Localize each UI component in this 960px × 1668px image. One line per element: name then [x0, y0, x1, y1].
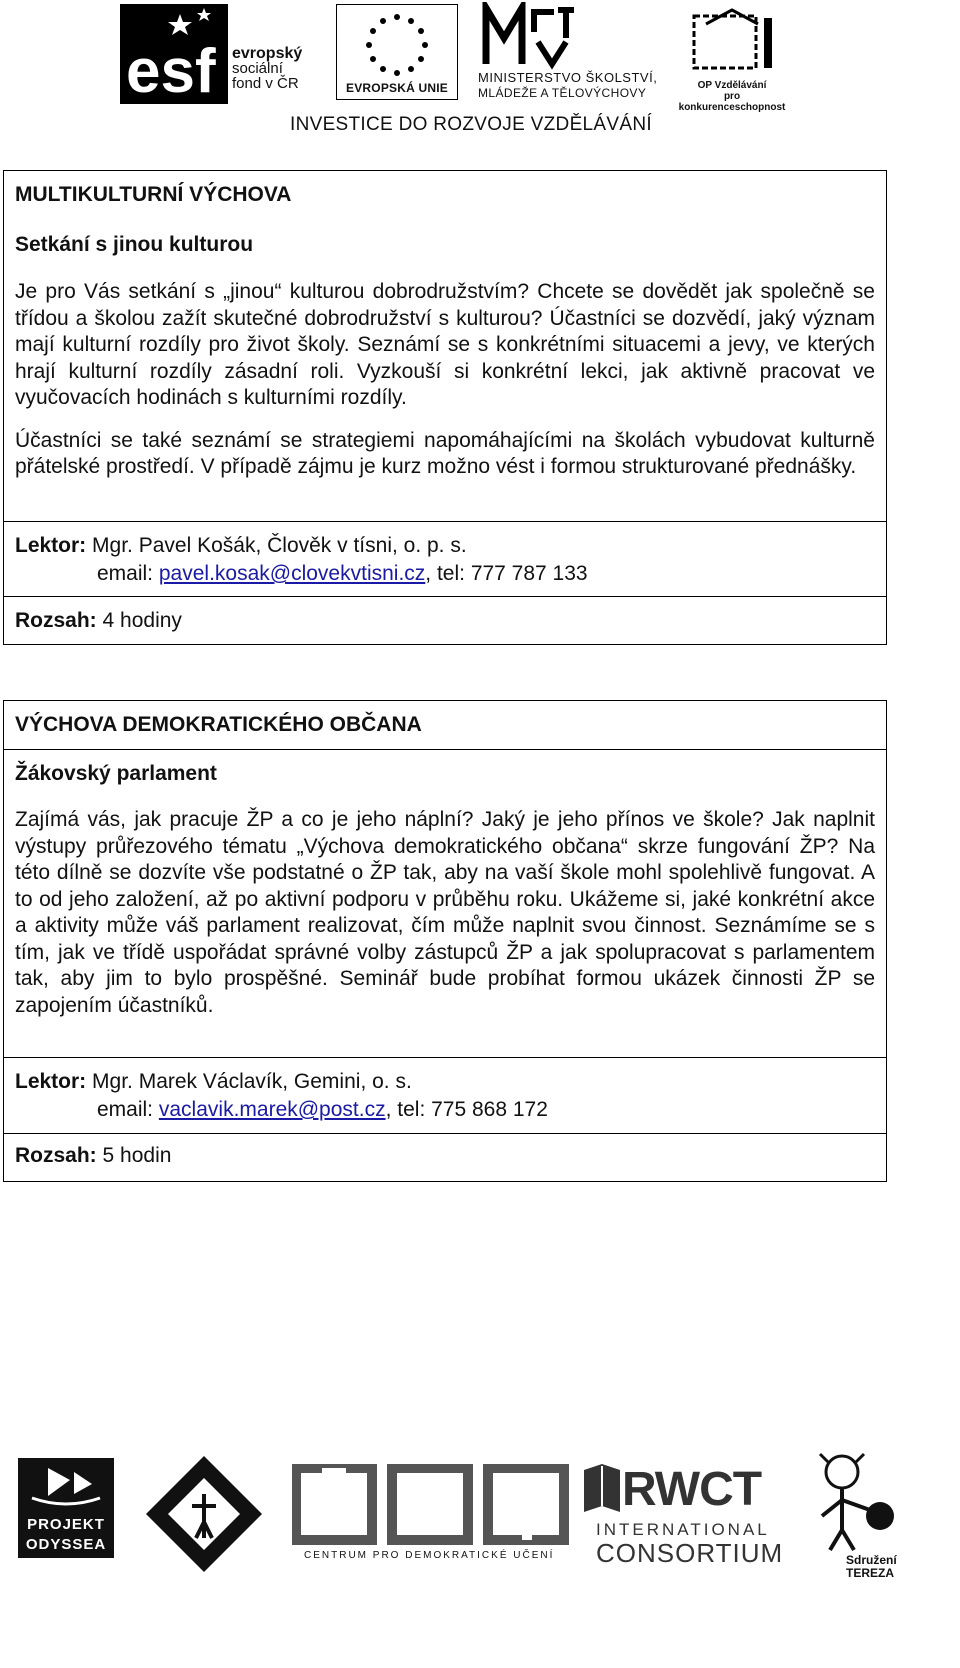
header-logos — [0, 0, 960, 150]
rwct-book-icon — [580, 1462, 624, 1518]
tereza-figure-icon — [800, 1450, 910, 1554]
op-line-1: OP Vzdělávání — [697, 80, 767, 91]
range-info — [4, 1142, 886, 1170]
clovek-v-tisni-logo — [144, 1454, 264, 1574]
esf-line-3: fond v ČR — [232, 75, 299, 92]
rwct-line-2: INTERNATIONAL — [596, 1520, 770, 1539]
range-info — [4, 607, 886, 635]
phone-number: , tel: 777 787 133 — [425, 562, 588, 585]
course-box-demokraticky-obcan — [3, 700, 887, 1182]
cdu-logo — [292, 1464, 570, 1564]
rwct-line-3: CONSORTIUM — [596, 1538, 784, 1568]
msmt-line-2: MLÁDEŽE A TĚLOVÝCHOVY — [478, 86, 647, 100]
tereza-line-1: Sdružení — [846, 1553, 897, 1567]
lector-label: Lektor: — [15, 534, 87, 557]
course-title: VÝCHOVA DEMOKRATICKÉHO OBČANA — [15, 713, 422, 736]
investice-slogan: INVESTICE DO ROZVOJE VZDĚLÁVÁNÍ — [290, 114, 652, 135]
esf-line-1: evropský — [232, 45, 303, 62]
lector-label: Lektor: — [15, 1070, 87, 1093]
range-value: 4 hodiny — [102, 609, 182, 632]
course-subtitle: Setkání s jinou kulturou — [15, 233, 254, 256]
course-subtitle: Žákovský parlament — [15, 762, 217, 785]
range-label: Rozsah: — [15, 609, 97, 632]
cdu-mark-icon — [292, 1464, 570, 1546]
esf-line-2: sociální — [232, 60, 283, 77]
op-line-2: pro konkurenceschopnost — [678, 91, 786, 113]
lector-info — [4, 1068, 886, 1124]
divider — [4, 749, 886, 750]
email-link[interactable]: vaclavik.marek@post.cz — [158, 1098, 386, 1121]
esf-text — [232, 46, 302, 91]
tereza-logo — [800, 1450, 910, 1590]
tereza-caption — [846, 1554, 897, 1580]
msmt-line-1: MINISTERSTVO ŠKOLSTVÍ, — [478, 70, 658, 85]
email-label: email: — [97, 1098, 154, 1121]
lector-name: Mgr. Marek Václavík, Gemini, o. s. — [92, 1070, 412, 1093]
op-caption — [672, 80, 792, 113]
description-paragraph-2: Účastníci se také seznámí se strategiemi napomáhajícími na školách vybudovat kulturně přátelské prostředí. V případě zájmu je kurz možno vést i formou strukturované přednášky. — [15, 428, 875, 478]
phone-number: , tel: 775 868 172 — [385, 1098, 548, 1121]
eu-stars-icon — [337, 5, 457, 81]
course-box-multikulturni — [3, 170, 887, 645]
email-link[interactable]: pavel.kosak@clovekvtisni.cz — [158, 562, 426, 585]
odyssea-line-1: PROJEKT — [27, 1516, 105, 1533]
course-description — [4, 279, 886, 481]
esf-mark-icon — [120, 4, 228, 104]
divider — [4, 1133, 886, 1134]
msmt-logo — [478, 2, 678, 102]
email-label: email: — [97, 562, 154, 585]
course-title-cell — [4, 713, 886, 737]
course-subtitle-cell — [4, 762, 886, 786]
esf-logo — [120, 4, 315, 104]
course-title: MULTIKULTURNÍ VÝCHOVA — [15, 183, 292, 206]
rwct-logo — [580, 1462, 784, 1568]
tereza-line-2: TEREZA — [846, 1566, 894, 1580]
op-logo — [672, 4, 792, 113]
divider — [4, 521, 886, 522]
odyssea-logo — [18, 1458, 114, 1558]
rwct-title: RWCT — [622, 1463, 762, 1516]
footer-logos — [0, 1440, 960, 1668]
description-paragraph-1: Je pro Vás setkání s „jinou“ kulturou dobrodružstvím? Chcete se dovědět jak společně se třídou a školou zažít skutečné dobrodružství s kulturou? Účastníci se dozvědí, jaký význam mají kulturní rozdíly pro život školy. Seznámí se s konkrétními situacemi a jevy, ve kterých hrají kulturní rozdíly zásadní roli. Vyzkouší si konkrétní lekci, jak aktivně pracovat ve vyučovacích hodinách s kulturními rozdíly. — [15, 280, 875, 409]
range-label: Rozsah: — [15, 1144, 97, 1167]
op-mark-icon — [672, 4, 792, 78]
description-paragraph-1: Zajímá vás, jak pracuje ŽP a co je jeho náplní? Jaký je jeho přínos ve škole? Jak naplnit výstupy průřezového tématu „Výchova demokratického občana“ skrze fungování ŽP? Na této dílně se dozvíte vše podstatné o ŽP tak, aby na vaší škole mohl spolehlivě fungovat. A to od jeho založení, až po aktivní podporu v průběhu roku. Ukážeme si, jaké konkrétní akce a aktivity může váš parlament realizovat, čím může naplnit svou činnost. Seznámíme se s tím, jak ve třídě uspořádat správné volby zástupců ŽP a jak spolupracovat s parlamentem tak, aby jim to bylo prospěšné. Seminář bude probíhat formou ukázek činnosti ŽP se zapojením účastníků. — [15, 808, 875, 1017]
ship-icon — [18, 1458, 114, 1514]
divider — [4, 1057, 886, 1058]
msmt-mark-icon — [478, 2, 588, 70]
svg-text:esf: esf — [126, 37, 216, 104]
course-subtitle-cell — [4, 233, 886, 257]
eu-logo — [336, 4, 458, 100]
lector-info — [4, 532, 886, 588]
odyssea-line-2: ODYSSEA — [25, 1536, 107, 1553]
divider — [4, 596, 886, 597]
course-title-cell — [4, 183, 886, 207]
cdu-caption: CENTRUM PRO DEMOKRATICKÉ UČENÍ — [304, 1550, 555, 1561]
course-description — [4, 807, 886, 1019]
clovek-v-tisni-emblem-icon — [144, 1454, 264, 1574]
eu-caption: EVROPSKÁ UNIE — [346, 81, 448, 95]
range-value: 5 hodin — [102, 1144, 172, 1167]
lector-name: Mgr. Pavel Košák, Člověk v tísni, o. p. s. — [92, 534, 467, 557]
